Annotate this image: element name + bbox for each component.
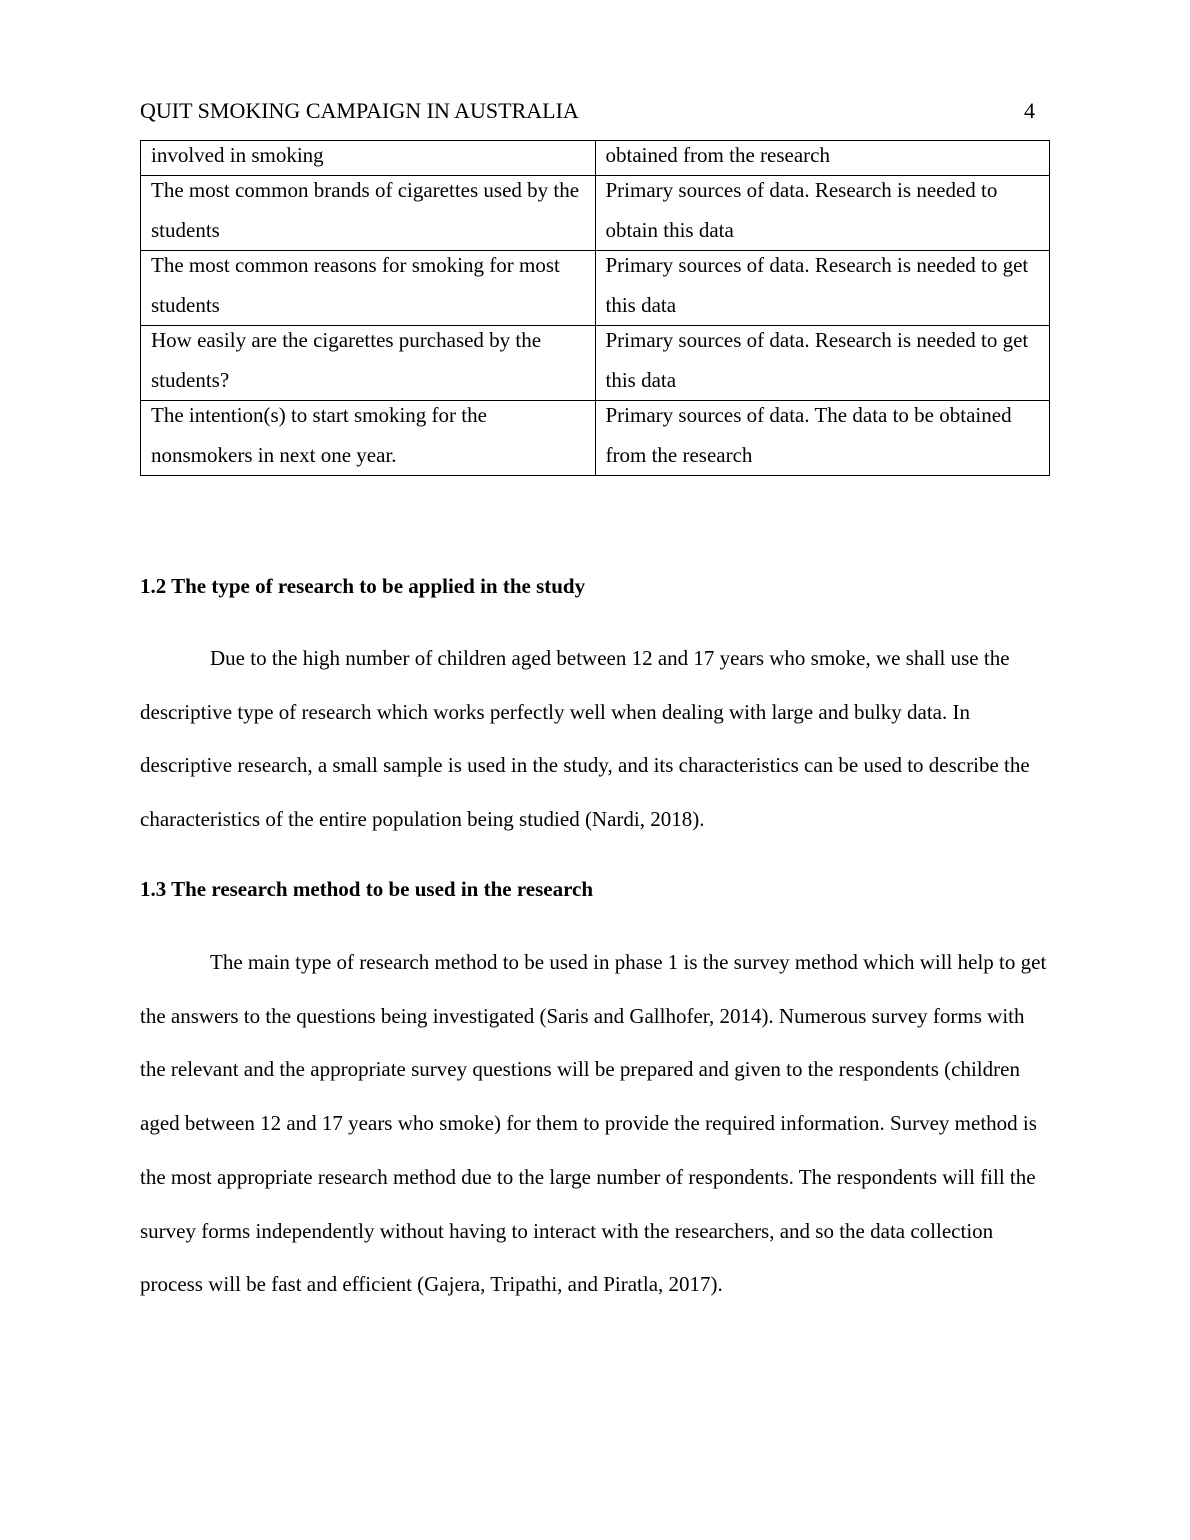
page-number: 4: [1024, 98, 1035, 123]
data-sources-table: [140, 140, 1050, 476]
cell-text: obtained from the research: [605, 143, 830, 167]
cell-text: How easily are the cigarettes purchased by the students?: [151, 328, 542, 392]
section-heading-1-2: 1.2 The type of research to be applied in the study: [140, 574, 586, 598]
running-header: [140, 96, 1049, 126]
table-cell: [595, 326, 1050, 401]
cell-text: Primary sources of data. Research is needed to obtain this data: [605, 178, 998, 242]
section-paragraph-1-2: Due to the high number of children aged between 12 and 17 years who smoke, we shall use the descriptive type of research which works perfectly well when dealing with large and bulky data. In descriptive research, a small sample is used in the study, and its characteristics can be used to describe the characteristics of the entire population being studied (Nardi, 2018).: [140, 646, 1030, 832]
section-heading-1-3: 1.3 The research method to be used in the research: [140, 877, 594, 901]
table-cell: [141, 176, 596, 251]
cell-text: Primary sources of data. Research is needed to get this data: [605, 253, 1029, 317]
table-row: [141, 251, 1050, 326]
cell-text: The intention(s) to start smoking for the nonsmokers in next one year.: [151, 403, 487, 467]
cell-text: Primary sources of data. The data to be obtained from the research: [605, 403, 1012, 467]
cell-text: Primary sources of data. Research is needed to get this data: [605, 328, 1029, 392]
table-cell: [141, 251, 596, 326]
cell-text: involved in smoking: [151, 143, 324, 167]
section-paragraph-1-3: The main type of research method to be used in phase 1 is the survey method which will help to get the answers to the questions being investigated (Saris and Gallhofer, 2014). Numerous survey forms with the relevant and the appropriate survey questions will be prepared and given to the respondents (children aged between 12 and 17 years who smoke) for them to provide the required information. Survey method is the most appropriate research method due to the large number of respondents. The respondents will fill the survey forms independently without having to interact with the researchers, and so the data collection process will be fast and efficient (Gajera, Tripathi, and Piratla, 2017).: [140, 950, 1047, 1297]
table-row: [141, 326, 1050, 401]
table-row: [141, 401, 1050, 476]
table-cell: [595, 251, 1050, 326]
table-cell: [595, 176, 1050, 251]
cell-text: The most common reasons for smoking for most students: [151, 253, 560, 317]
cell-text: The most common brands of cigarettes used by the students: [151, 178, 580, 242]
table-row: [141, 176, 1050, 251]
table-cell: [141, 401, 596, 476]
table-cell: [141, 326, 596, 401]
table-cell: [595, 401, 1050, 476]
running-title: QUIT SMOKING CAMPAIGN IN AUSTRALIA: [140, 98, 579, 123]
